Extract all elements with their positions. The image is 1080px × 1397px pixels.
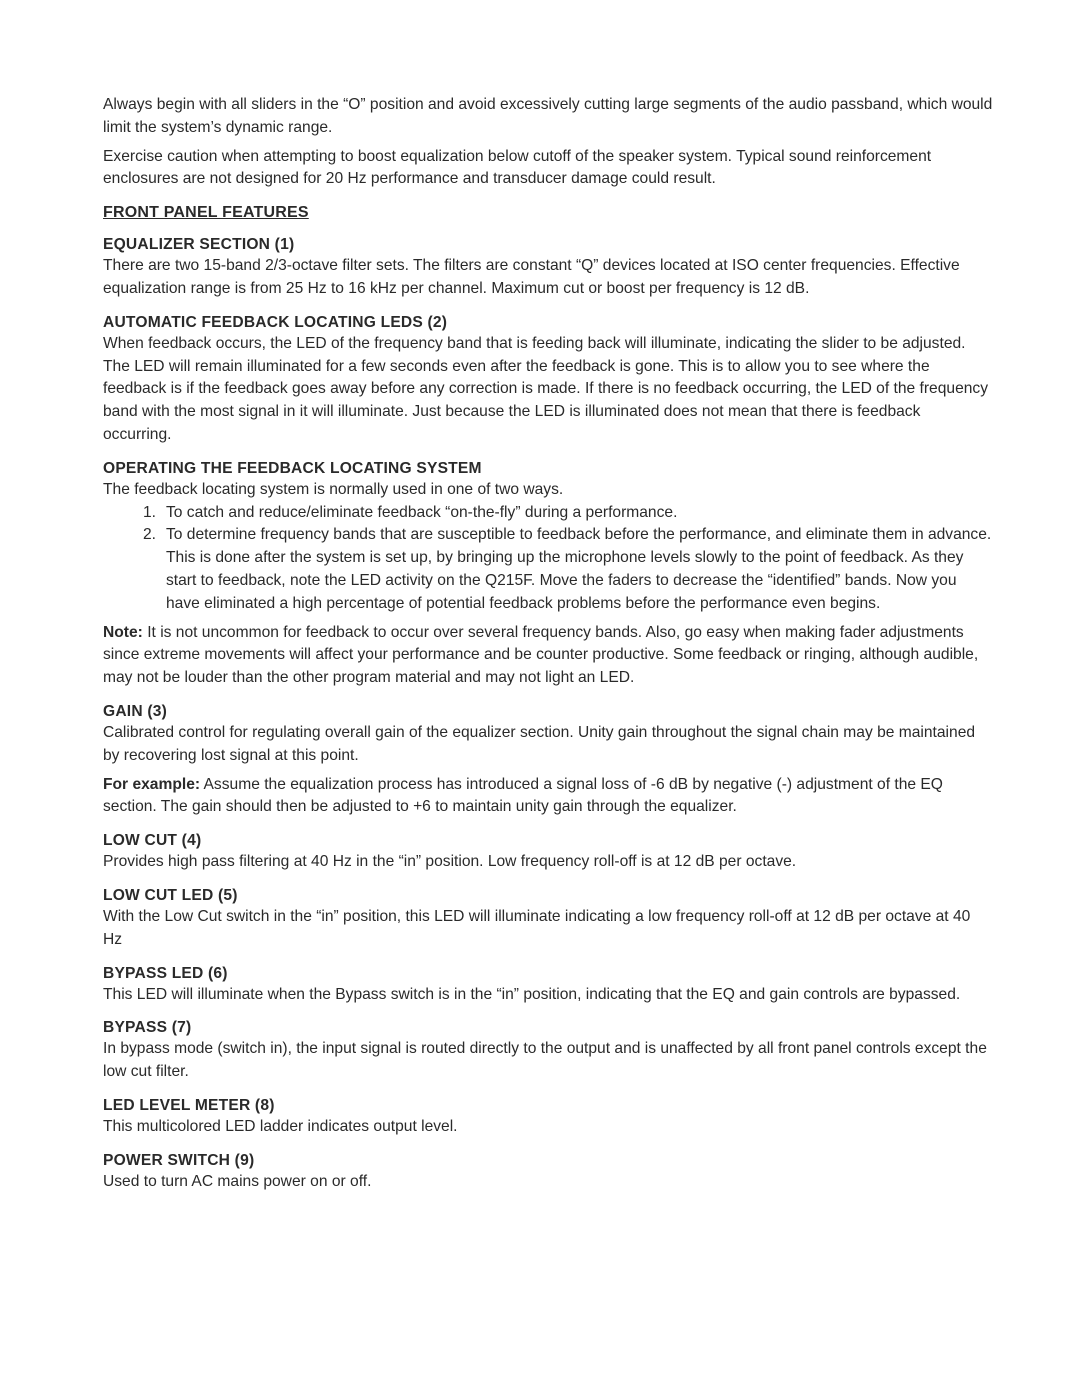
front-panel-features-title: FRONT PANEL FEATURES — [103, 204, 309, 222]
manual-page — [103, 94, 993, 1205]
low-cut-led-text: With the Low Cut switch in the “in” position, this LED will illuminate indicating a low frequency roll-off at 12 dB per octave at 40 Hz — [103, 907, 971, 948]
gain-example-paragraph — [103, 774, 993, 820]
bypass-led-text: This LED will illuminate when the Bypass switch is in the “in” position, indicating that the EQ and gain controls are bypassed. — [103, 985, 961, 1003]
operating-steps-list — [103, 502, 993, 616]
bypass-heading: BYPASS (7) — [103, 1019, 192, 1037]
bypass-led-heading: BYPASS LED (6) — [103, 964, 228, 982]
operating-intro: The feedback locating system is normally used in one of two ways. — [103, 480, 564, 498]
gain-section — [103, 701, 993, 819]
example-text: Assume the equalization process has introduced a signal loss of -6 dB by negative (-) adjustment of the EQ section. The gain should then be adjusted to +6 to maintain unity gain through the equalizer. — [103, 775, 943, 816]
low-cut-led-section — [103, 885, 993, 952]
power-section — [103, 1150, 993, 1194]
power-heading: POWER SWITCH (9) — [103, 1151, 255, 1169]
intro-paragraph-sliders: Always begin with all sliders in the “O” position and avoid excessively cutting large segments of the audio passband, which would limit the system’s dynamic range. — [103, 96, 993, 136]
example-label: For example: — [103, 775, 201, 793]
note-text: It is not uncommon for feedback to occur over several frequency bands. Also, go easy when making fader adjustments since extreme movements will affect your performance and be counter productive. Some feedback or ringing, although audible, may not be louder than the other program material and may not light an LED. — [103, 623, 979, 687]
feedback-leds-heading: AUTOMATIC FEEDBACK LOCATING LEDS (2) — [103, 313, 448, 331]
list-item — [103, 502, 993, 525]
bypass-section — [103, 1017, 993, 1084]
note-paragraph — [103, 622, 993, 690]
feedback-leds-section — [103, 312, 993, 447]
step-number: 2. — [143, 526, 157, 544]
feedback-leds-text: When feedback occurs, the LED of the frequency band that is feeding back will illuminate, indicating the slider to be adjusted. The LED will remain illuminated for a few seconds even after the feedback is gone. This is to allow you to see where the feedback is if the feedback goes away before any correction is made. If there is no feedback occurring, the LED of the frequency band with the most signal in it will illuminate. Just because the LED is illuminated does not mean that there is feedback occurring. — [103, 334, 989, 443]
equalizer-heading: EQUALIZER SECTION (1) — [103, 236, 295, 254]
operating-section — [103, 458, 993, 690]
note-label: Note: — [103, 623, 143, 641]
list-item — [103, 524, 993, 615]
led-meter-text: This multicolored LED ladder indicates output level. — [103, 1117, 458, 1135]
low-cut-heading: LOW CUT (4) — [103, 832, 202, 850]
step-text: To determine frequency bands that are susceptible to feedback before the performance, and eliminate them in advance. This is done after the system is set up, by bringing up the microphone levels slowly to the point of feedback. As they start to feedback, note the LED activity on the Q215F. Move the faders to decrease the “identified” bands. Now you have eliminated a high percentage of potential feedback problems before the performance even begins. — [166, 526, 992, 612]
power-text: Used to turn AC mains power on or off. — [103, 1172, 372, 1190]
operating-heading: OPERATING THE FEEDBACK LOCATING SYSTEM — [103, 459, 482, 477]
led-meter-heading: LED LEVEL METER (8) — [103, 1096, 275, 1114]
bypass-led-section — [103, 963, 993, 1007]
led-meter-section — [103, 1095, 993, 1139]
bypass-text: In bypass mode (switch in), the input signal is routed directly to the output and is unaffected by all front panel controls except the low cut filter. — [103, 1040, 987, 1081]
gain-heading: GAIN (3) — [103, 702, 167, 720]
step-number: 1. — [143, 503, 157, 521]
step-text: To catch and reduce/eliminate feedback “on-the-fly” during a performance. — [166, 503, 678, 521]
intro-paragraph-caution: Exercise caution when attempting to boost equalization below cutoff of the speaker system. Typical sound reinforcement enclosures are not designed for 20 Hz performance and transducer damage could result. — [103, 147, 932, 188]
equalizer-text: There are two 15-band 2/3-octave filter sets. The filters are constant “Q” devices located at ISO center frequencies. Effective equalization range is from 25 Hz to 16 kHz per channel. Maximum cut or boost per frequency is 12 dB. — [103, 257, 960, 297]
equalizer-section — [103, 234, 993, 301]
low-cut-section — [103, 830, 993, 874]
gain-text: Calibrated control for regulating overall gain of the equalizer section. Unity gain throughout the signal chain may be maintained by recovering lost signal at this point. — [103, 723, 976, 764]
low-cut-led-heading: LOW CUT LED (5) — [103, 886, 238, 904]
low-cut-text: Provides high pass filtering at 40 Hz in the “in” position. Low frequency roll-off is at 12 dB per octave. — [103, 853, 797, 871]
